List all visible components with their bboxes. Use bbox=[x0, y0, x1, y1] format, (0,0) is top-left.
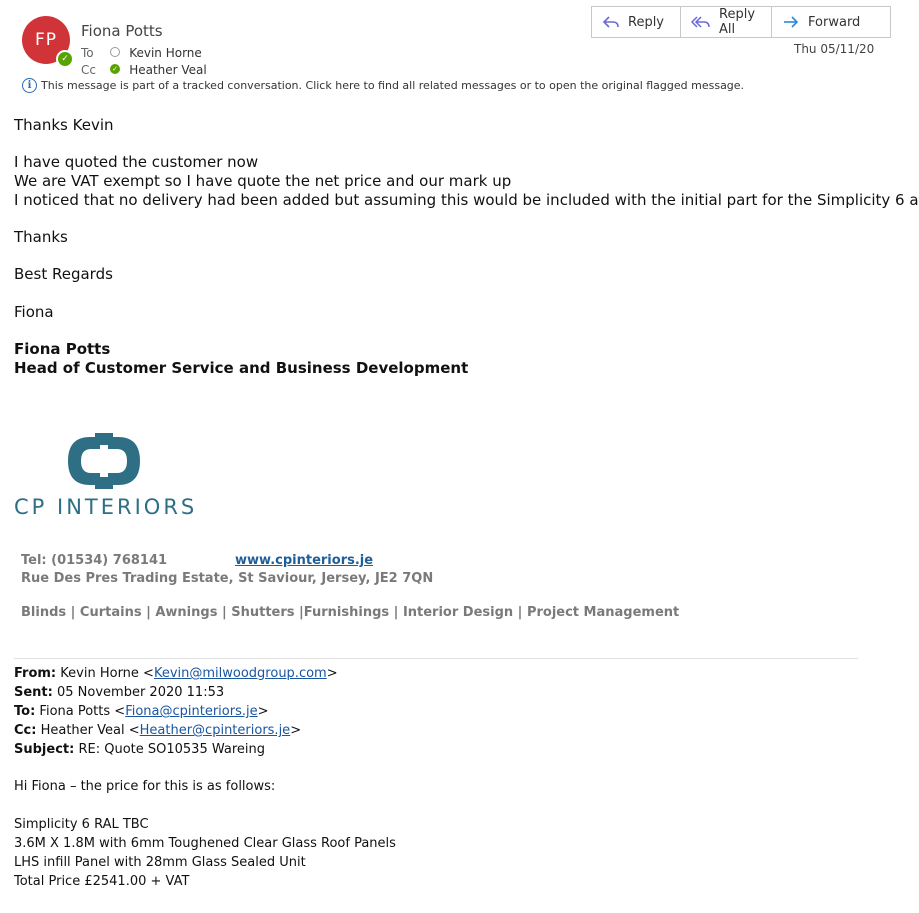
cc-label-quoted: Cc: bbox=[14, 723, 37, 738]
signature-website-link[interactable] bbox=[235, 553, 373, 568]
signature-title: Head of Customer Service and Business Development bbox=[14, 359, 469, 377]
cc-email-link[interactable]: Heather@cpinteriors.je bbox=[139, 723, 291, 738]
body-line: I noticed that no delivery had been added but assuming this would be included with the initial part for the Simplicity 6 a bbox=[14, 191, 919, 209]
sent-value: 05 November 2020 11:53 bbox=[57, 685, 225, 700]
quoted-divider bbox=[14, 658, 858, 659]
cc-label: Cc bbox=[81, 63, 96, 77]
website-link[interactable]: www.cpinteriors.je bbox=[235, 553, 374, 568]
cc-name-quoted: Heather Veal < bbox=[40, 723, 140, 738]
subject-label: Subject: bbox=[14, 742, 75, 757]
quoted-to bbox=[14, 704, 269, 719]
quoted-total: Total Price £2541.00 + VAT bbox=[14, 874, 190, 889]
quoted-item: 3.6M X 1.8M with 6mm Toughened Clear Glass Roof Panels bbox=[14, 836, 396, 851]
body-line: We are VAT exempt so I have quote the net price and our mark up bbox=[14, 172, 512, 190]
reply-label: Reply bbox=[628, 14, 665, 30]
signature-name: Fiona Potts bbox=[14, 340, 111, 358]
reply-all-icon bbox=[691, 15, 711, 29]
to-label-quoted: To: bbox=[14, 704, 36, 719]
from-email-link[interactable]: Kevin@milwoodgroup.com bbox=[153, 666, 327, 681]
presence-available-icon: ✓ bbox=[110, 64, 120, 74]
quoted-sent bbox=[14, 685, 224, 700]
quoted-from bbox=[14, 666, 338, 681]
from-close: > bbox=[326, 666, 338, 681]
body-thanks: Thanks bbox=[14, 228, 68, 246]
quoted-item: Simplicity 6 RAL TBC bbox=[14, 817, 149, 832]
from-label: From: bbox=[14, 666, 57, 681]
sender-name[interactable]: Fiona Potts bbox=[81, 22, 163, 40]
from-name: Kevin Horne < bbox=[60, 666, 154, 681]
signature-tel: Tel: (01534) 768141 bbox=[21, 553, 168, 568]
received-date: Thu 05/11/20 bbox=[794, 42, 875, 56]
reply-all-button[interactable] bbox=[681, 7, 772, 37]
to-name-quoted: Fiona Potts < bbox=[39, 704, 126, 719]
signature-services: Blinds | Curtains | Awnings | Shutters |Furnishings | Interior Design | Project Management bbox=[21, 605, 680, 620]
quoted-subject bbox=[14, 742, 265, 757]
cc-row bbox=[81, 59, 207, 78]
message-actions bbox=[591, 6, 891, 38]
quoted-item: LHS infill Panel with 28mm Glass Sealed Unit bbox=[14, 855, 306, 870]
cc-close: > bbox=[290, 723, 302, 738]
reply-button[interactable] bbox=[592, 7, 681, 37]
body-regards: Best Regards bbox=[14, 265, 113, 283]
body-line: I have quoted the customer now bbox=[14, 153, 259, 171]
body-greeting: Thanks Kevin bbox=[14, 116, 114, 134]
subject-value: RE: Quote SO10535 Wareing bbox=[78, 742, 266, 757]
tracked-conversation-notice[interactable] bbox=[22, 78, 744, 93]
sent-label: Sent: bbox=[14, 685, 53, 700]
forward-label: Forward bbox=[808, 14, 861, 30]
sender-avatar[interactable]: FP bbox=[22, 16, 70, 64]
presence-available-icon: ✓ bbox=[56, 50, 74, 68]
cp-logo-mark bbox=[64, 433, 144, 489]
quoted-cc bbox=[14, 723, 301, 738]
to-recipient[interactable]: Kevin Horne bbox=[129, 46, 202, 60]
to-close: > bbox=[257, 704, 269, 719]
presence-offline-icon bbox=[110, 47, 120, 57]
reply-icon bbox=[602, 15, 620, 29]
tracked-notice-text[interactable]: This message is part of a tracked conversation. Click here to find all related messages or to open the original flagged message. bbox=[41, 79, 745, 92]
signature-address: Rue Des Pres Trading Estate, St Saviour, Jersey, JE2 7QN bbox=[21, 571, 434, 586]
forward-icon bbox=[782, 15, 800, 29]
quoted-intro: Hi Fiona – the price for this is as follows: bbox=[14, 779, 276, 794]
body-name: Fiona bbox=[14, 303, 54, 321]
info-icon: i bbox=[22, 78, 37, 93]
cc-recipient[interactable]: Heather Veal bbox=[129, 63, 207, 77]
cp-interiors-logo-text: CP INTERIORS bbox=[14, 495, 198, 519]
reply-all-label: Reply All bbox=[719, 7, 756, 37]
to-label: To bbox=[81, 46, 94, 60]
forward-button[interactable] bbox=[772, 7, 890, 37]
to-email-link[interactable]: Fiona@cpinteriors.je bbox=[125, 704, 258, 719]
